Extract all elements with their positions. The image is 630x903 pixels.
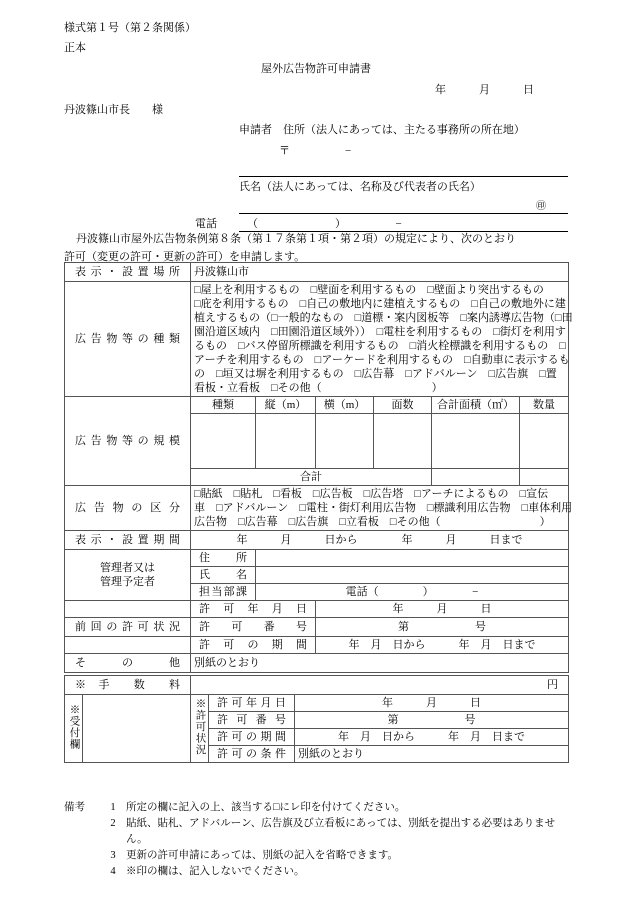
manager-telephone[interactable]: 電話（ ） − [256, 584, 569, 601]
permit-date-value[interactable]: 年 月 日 [295, 695, 569, 712]
applicant-name-label: 氏名（法人にあっては、名称及び代表者の氏名） [239, 181, 481, 193]
classification-label: 広告物の区分 [65, 486, 191, 531]
classification-checkbox-group[interactable] [191, 486, 573, 531]
note-item [64, 816, 574, 848]
scale-header-width: 横（m） [316, 397, 374, 414]
class-line-3: 広告物 □広告幕 □広告旗 □立看板 □その他（ ） [194, 516, 551, 528]
document-title: 屋外広告物許可申請書 [261, 63, 371, 75]
fee-value[interactable]: 円 [191, 676, 569, 695]
permit-conditions-label: 許可の条件 [209, 746, 295, 763]
note-text: 所定の欄に記入の上、該当する□にレ印を付けてください。 [126, 802, 406, 813]
location-label: 表示・設置場所 [65, 263, 191, 282]
addressee: 丹波篠山市長 様 [64, 104, 163, 116]
period-value[interactable]: 年 月 日から 年 月 日まで [191, 531, 569, 550]
table-row-manager-address [65, 550, 569, 567]
permit-status-vertical-text: ※許可状況 [194, 697, 206, 756]
kind-line-3: 植えするもの（□一般的なもの □道標・案内図板等 □案内誘導広告物（□田 [194, 312, 573, 324]
notes-label-spacer [64, 848, 100, 864]
permit-term-label: 許可の期間 [209, 729, 295, 746]
table-row-classification [65, 486, 569, 531]
scale-header-quantity: 数量 [520, 397, 569, 414]
intro-line-2: 許可（変更の許可・更新の許可）を申請します。 [64, 251, 306, 263]
name-write-line [239, 197, 568, 214]
manager-name-input[interactable] [256, 567, 569, 584]
notes-label-spacer [64, 864, 100, 880]
scale-total-label: 合計 [191, 469, 432, 486]
prev-empty-cell [65, 601, 191, 618]
location-value[interactable]: 丹波篠山市 [191, 263, 569, 282]
manager-label [65, 550, 191, 601]
scale-header-height: 縦（m） [256, 397, 316, 414]
note-number: 3 [110, 850, 116, 861]
intro-line-1: 丹波篠山市屋外広告物条例第８条（第１７条第１項・第２項）の規定により、次のとおり [76, 233, 516, 245]
period-label: 表示・設置期間 [65, 531, 191, 550]
manager-name-label: 氏名 [191, 567, 256, 584]
notes-section [64, 800, 574, 880]
seal-icon: ㊞ [536, 201, 546, 212]
address-write-line [239, 161, 568, 177]
manager-label-line-2: 管理予定者 [100, 576, 155, 588]
table-row-prev-number [65, 618, 569, 637]
manager-address-input[interactable] [256, 550, 569, 567]
note-number: 2 [110, 818, 116, 829]
scale-input-quantity[interactable] [520, 414, 569, 469]
official-use-table [64, 675, 569, 763]
kind-line-2: □庇を利用するもの □自己の敷地内に建植えするもの □自己の敷地外に建 [194, 298, 566, 310]
table-row-permit-date [65, 695, 569, 712]
reception-input-area[interactable] [83, 695, 191, 763]
note-number: 1 [110, 802, 116, 813]
scale-label: 広告物等の規模 [65, 397, 191, 486]
prev-date-value[interactable]: 年 月 日 [316, 601, 569, 618]
intro-paragraph [64, 230, 568, 266]
prev-empty-cell-2 [65, 637, 191, 654]
scale-header-kind: 種類 [191, 397, 256, 414]
date-line: 年 月 日 [435, 84, 534, 96]
manager-dept-label: 担当部課 [191, 584, 256, 601]
scale-input-height[interactable] [256, 414, 316, 469]
permit-date-label: 許可年月日 [209, 695, 295, 712]
scale-input-width[interactable] [316, 414, 374, 469]
document-header [64, 18, 568, 232]
notes-label-spacer [64, 816, 100, 848]
manager-label-line-1: 管理者又は [100, 562, 155, 574]
permit-term-value[interactable]: 年 月 日から 年 月 日まで [295, 729, 569, 746]
prev-term-value[interactable]: 年 月 日から 年 月 日まで [316, 637, 569, 654]
kind-line-1: □屋上を利用するもの □壁面を利用するもの □壁面より突出するもの [194, 284, 544, 296]
applicant-address-label: 申請者 住所（法人にあっては、主たる事務所の所在地） [239, 124, 525, 136]
telephone-value: （ ） − [247, 218, 402, 230]
note-text: ※印の欄は、記入しないでください。 [126, 866, 305, 877]
class-line-1: □貼紙 □貼札 □看板 □広告板 □広告塔 □アーチによるもの □宣伝 [194, 488, 549, 500]
prev-date-label: 許可年月日 [191, 601, 316, 618]
prev-term-label: 許可の期間 [191, 637, 316, 654]
kind-line-6: アーチを利用するもの □アーケードを利用するもの □自動車に表示するも [194, 354, 570, 366]
note-item [64, 864, 574, 880]
kind-line-8: 看板・立看板 □その他（ ） [194, 382, 443, 394]
fee-label: ※ 手 数 料 [65, 676, 191, 695]
note-item [64, 848, 574, 864]
table-row-other [65, 654, 569, 673]
other-label: その他 [65, 654, 191, 673]
prev-number-label: 許可番号 [191, 618, 316, 637]
note-item [64, 800, 574, 816]
table-row-scale-headers [65, 397, 569, 414]
scale-input-total-area[interactable] [432, 414, 520, 469]
permit-status-column-label [191, 695, 209, 763]
reception-vertical-text: ※受付欄 [68, 703, 80, 750]
permit-conditions-value[interactable]: 別紙のとおり [295, 746, 569, 763]
scale-total-area-input[interactable] [432, 469, 520, 486]
scale-header-total-area: 合計面積（㎡） [432, 397, 520, 414]
permit-number-label: 許可番号 [209, 712, 295, 729]
postal-code-field: 〒 − [279, 145, 352, 157]
form-number: 様式第１号（第２条関係） [64, 22, 196, 34]
table-row-prev-term [65, 637, 569, 654]
table-row-fee [65, 676, 569, 695]
kind-checkbox-group[interactable] [191, 282, 573, 397]
kind-line-7: の □垣又は塀を利用するもの □広告幕 □アドバルーン □広告旗 □置 [194, 368, 557, 380]
permit-number-value[interactable]: 第 号 [295, 712, 569, 729]
prev-number-value[interactable]: 第 号 [316, 618, 569, 637]
prev-status-label: 前回の許可状況 [65, 618, 191, 637]
application-main-table [64, 262, 573, 673]
manager-address-label: 住所 [191, 550, 256, 567]
scale-header-faces: 面数 [374, 397, 432, 414]
kind-label: 広告物等の種類 [65, 282, 191, 397]
note-text: 貼紙、貼札、アドバルーン、広告旗及び立看板にあっては、別紙を提出する必要はありません。 [126, 818, 556, 845]
kind-line-5: るもの □バス停留所標識を利用するもの □消火栓標識を利用するもの □ [194, 340, 566, 352]
table-row-location [65, 263, 569, 282]
scale-input-kind[interactable] [191, 414, 256, 469]
other-value[interactable]: 別紙のとおり [191, 654, 569, 673]
note-text: 更新の許可申請にあっては、別紙の記入を省略できます。 [126, 850, 399, 861]
scale-input-faces[interactable] [374, 414, 432, 469]
table-row-kind [65, 282, 569, 397]
notes-label: 備考 [64, 802, 85, 813]
table-row-period [65, 531, 569, 550]
scale-total-quantity-input[interactable] [520, 469, 569, 486]
telephone-label: 電話 [195, 218, 217, 230]
class-line-2: 車 □アドバルーン □電柱・街灯利用広告物 □標識利用広告物 □車体利用 [194, 502, 573, 514]
reception-column-label [65, 695, 83, 763]
note-number: 4 [110, 866, 116, 877]
copy-type: 正本 [64, 42, 86, 54]
kind-line-4: 園沿道区域内 □田園沿道区域外）） □電柱を利用するもの □街灯を利用す [194, 326, 566, 338]
table-row-prev-date [65, 601, 569, 618]
